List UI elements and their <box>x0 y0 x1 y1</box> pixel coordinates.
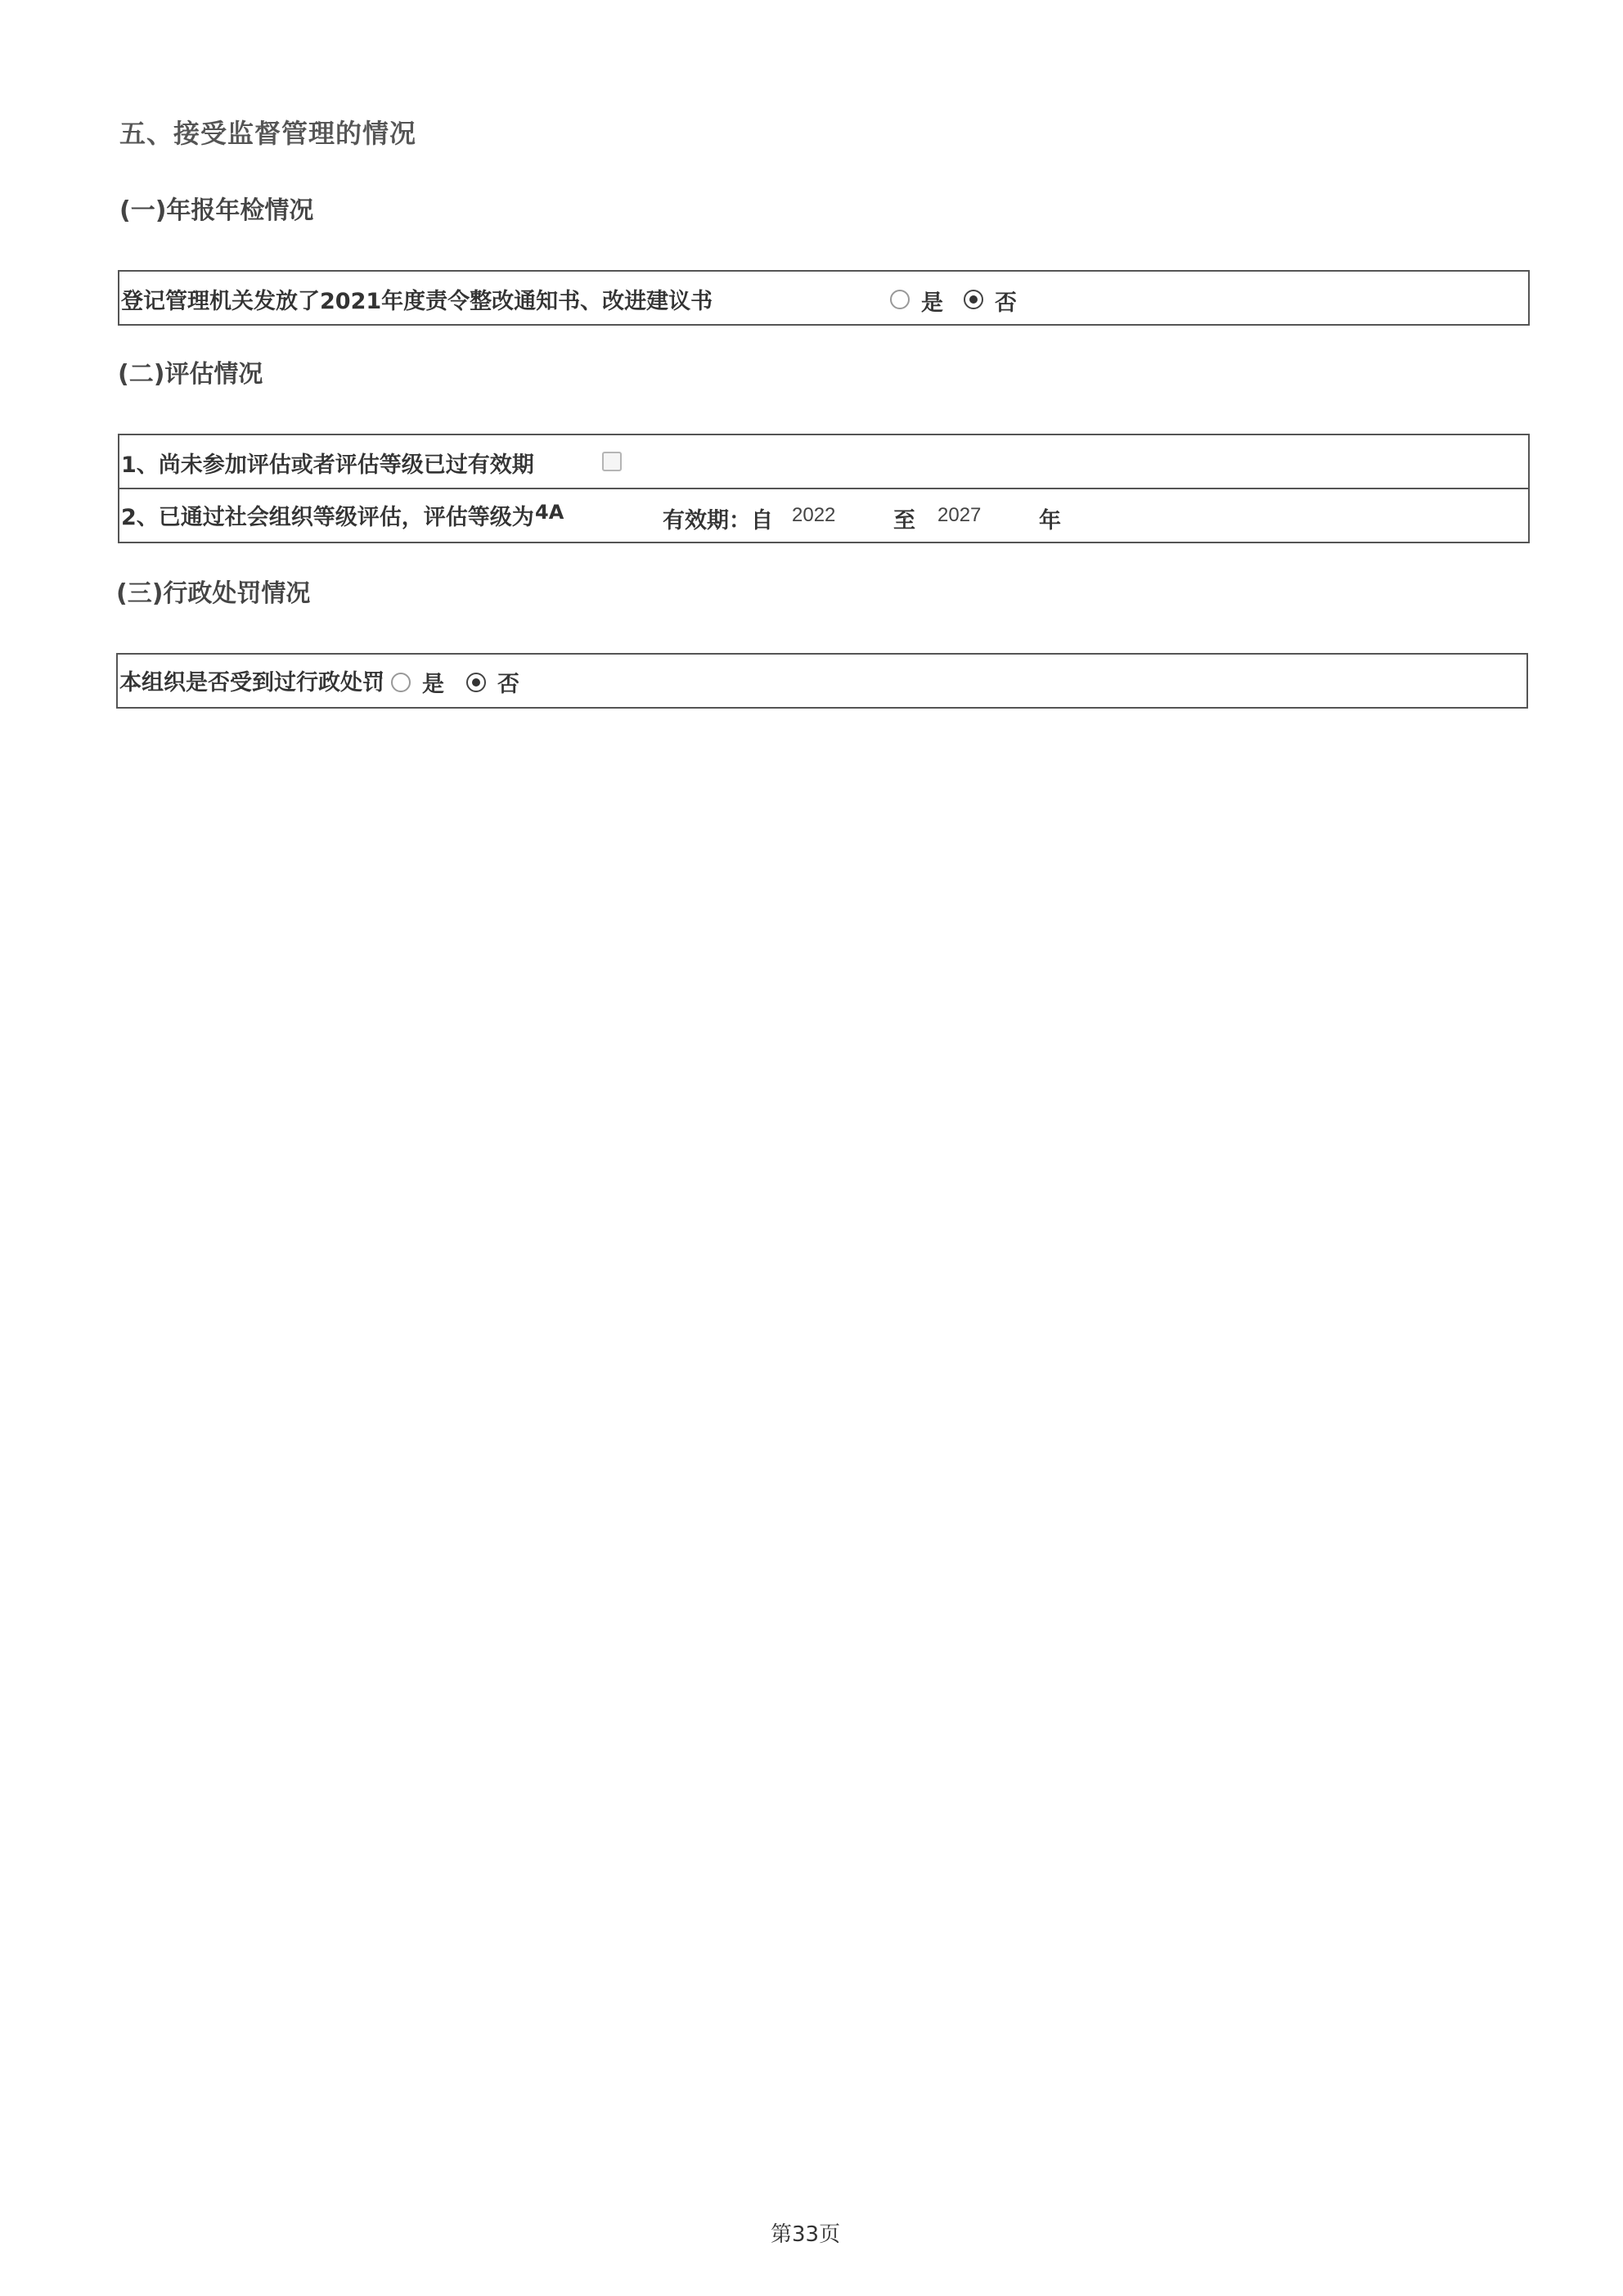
penalty-row <box>116 653 1528 709</box>
annual-check-question: 登记管理机关发放了2021年度责令整改通知书、改进建议书 <box>121 289 713 314</box>
evaluation-heading: (二)评估情况 <box>118 360 263 389</box>
annual-check-yes-label: 是 <box>921 290 943 316</box>
evaluation-year-suffix: 年 <box>1039 508 1061 533</box>
penalty-heading: (三)行政处罚情况 <box>116 579 311 608</box>
annual-check-no-radio[interactable] <box>964 290 983 309</box>
penalty-no-label: 否 <box>497 672 519 697</box>
evaluation-from-year: 2022 <box>792 504 836 526</box>
penalty-question: 本组织是否受到过行政处罚 <box>119 670 384 696</box>
evaluation-validity-label: 有效期：自 <box>663 508 773 533</box>
annual-check-yes-radio[interactable] <box>890 290 910 309</box>
section-title: 五、接受监督管理的情况 <box>119 118 417 149</box>
evaluation-grade: 4A <box>535 501 564 524</box>
penalty-yes-label: 是 <box>422 672 444 697</box>
page-number: 第33页 <box>771 2222 841 2247</box>
evaluation-to-label: 至 <box>893 508 915 533</box>
penalty-yes-radio[interactable] <box>391 673 411 692</box>
annual-check-heading: (一)年报年检情况 <box>119 196 314 225</box>
penalty-no-radio[interactable] <box>466 673 486 692</box>
annual-check-row <box>118 270 1530 326</box>
evaluation-item1-text: 1、尚未参加评估或者评估等级已过有效期 <box>121 452 534 478</box>
evaluation-to-year: 2027 <box>937 504 982 526</box>
evaluation-row-1 <box>118 434 1530 489</box>
evaluation-item2-text: 2、已通过社会组织等级评估，评估等级为 <box>121 505 534 530</box>
evaluation-row-2 <box>118 488 1530 543</box>
evaluation-expired-checkbox[interactable] <box>602 452 622 471</box>
annual-check-no-label: 否 <box>995 290 1017 316</box>
